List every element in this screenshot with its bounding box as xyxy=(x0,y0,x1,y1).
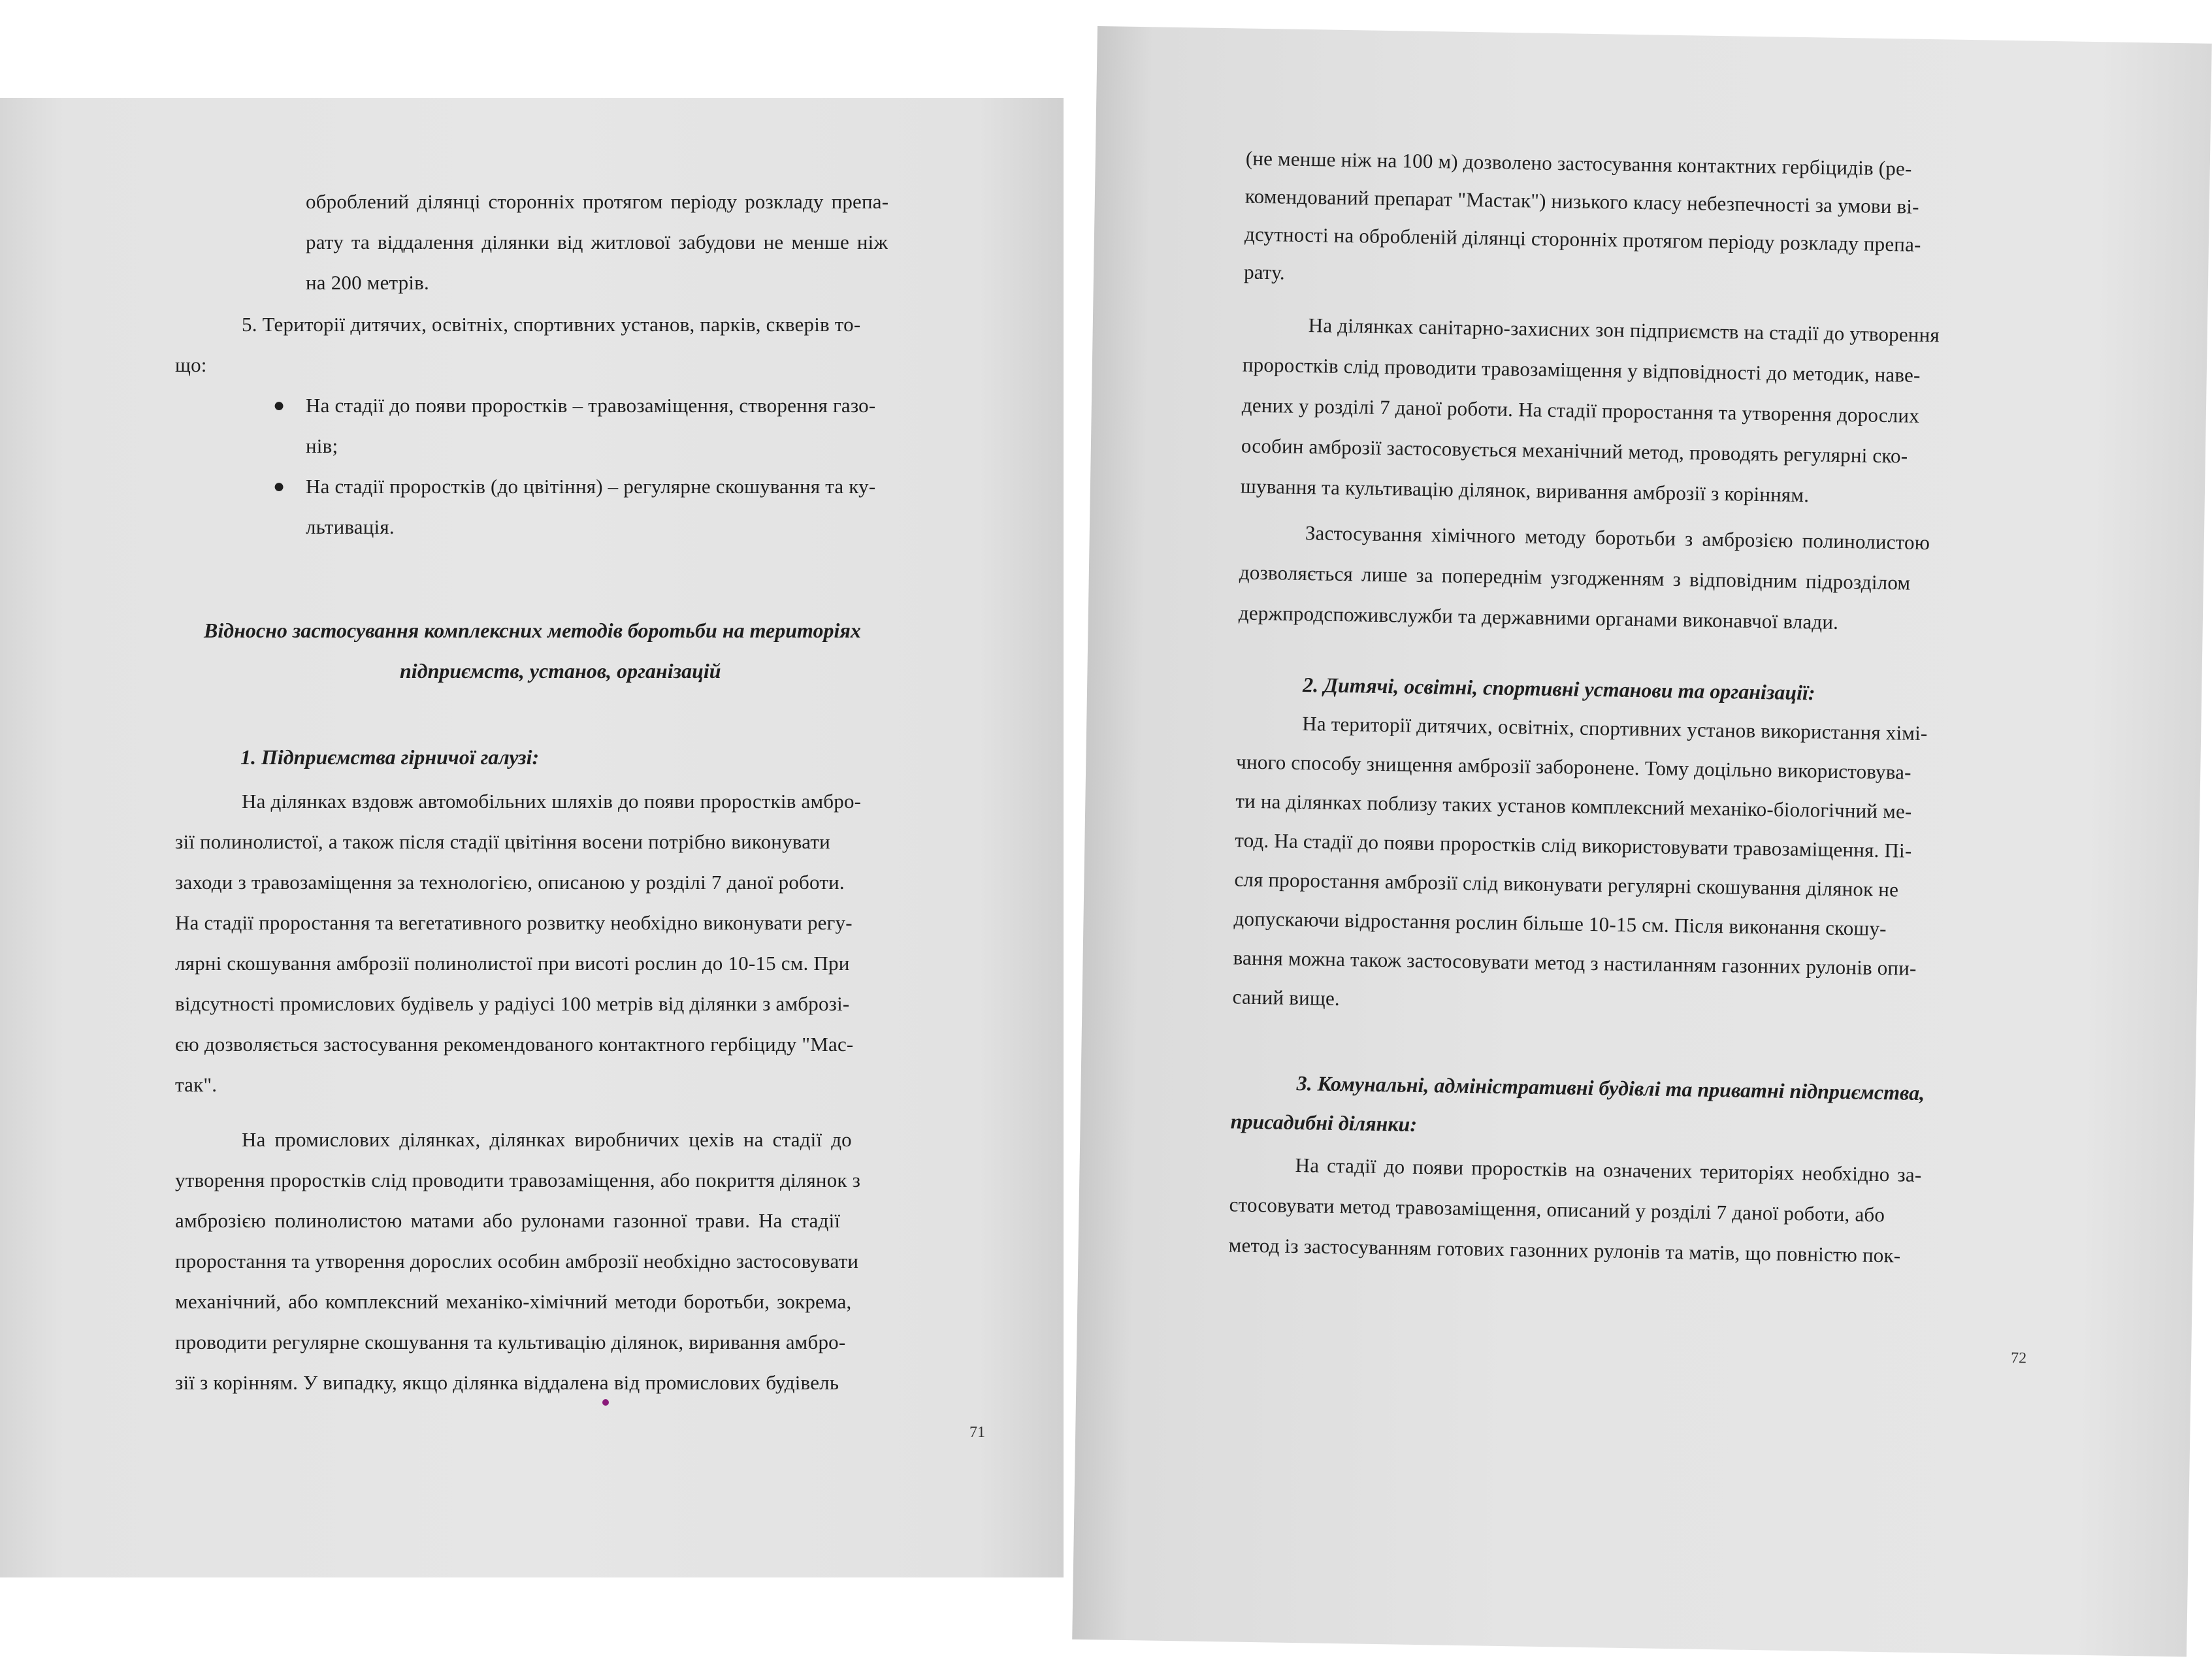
text-line: льтивація. xyxy=(306,515,395,538)
text-line: що: xyxy=(175,353,207,376)
text-line: так". xyxy=(175,1073,218,1096)
text-line: На ділянках вздовж автомобільних шляхів до появи проростків амбро- xyxy=(242,790,862,813)
right-page xyxy=(1072,26,2212,1657)
bullet-icon: ● xyxy=(273,395,285,416)
subsection-heading: 2. Дитячі, освітні, спортивні установи та організації: xyxy=(1302,673,1815,705)
text-line: метод із застосуванням готових газонних рулонів та матів, що повністю пок- xyxy=(1228,1233,1901,1267)
text-line: оброблений ділянці сторонніх протягом періоду розкладу препа- xyxy=(306,190,889,213)
bullet-item-text: На стадії до появи проростків – травозаміщення, створення газо- xyxy=(306,394,876,417)
text-line: держпродспоживслужби та державними органами виконавчої влади. xyxy=(1238,601,1839,634)
left-page xyxy=(0,98,1064,1577)
text-line: сля проростання амброзії слід виконувати регулярні скошування ділянок не xyxy=(1234,867,1899,901)
subsection-heading: присадибні ділянки: xyxy=(1230,1109,1418,1136)
text-line: На території дитячих, освітніх, спортивних установ використання хімі- xyxy=(1301,712,1928,745)
text-line: тод. На стадії до появи проростків слід використовувати травозаміщення. Пі- xyxy=(1235,828,1912,862)
text-line: шування та культивацію ділянок, виривання амброзії з корінням. xyxy=(1240,474,1810,507)
text-line: амброзією полинолистою матами або рулонами газонної трави. На стадії xyxy=(175,1209,841,1232)
text-line: Застосування хімічного методу боротьби з амброзією полинолистою xyxy=(1305,521,1930,555)
text-line: на 200 метрів. xyxy=(306,271,429,294)
text-line: На стадії проростання та вегетативного розвитку необхідно виконувати регу- xyxy=(175,911,853,934)
text-line: зії з корінням. У випадку, якщо ділянка віддалена від промислових будівель xyxy=(175,1371,839,1394)
text-line: нів; xyxy=(306,434,338,457)
subsection-heading: 1. Підприємства гірничої галузі: xyxy=(240,745,540,769)
text-line: На ділянках санітарно-захисних зон підприємств на стадії до утворення xyxy=(1308,314,1940,347)
text-line: проростання та утворення дорослих особин амброзії необхідно застосовувати xyxy=(175,1250,859,1272)
text-line: дозволяється лише за попереднім узгодженням з відповідним підрозділом xyxy=(1239,560,1911,594)
text-line: 5. Території дитячих, освітніх, спортивних установ, парків, скверів то- xyxy=(242,313,861,336)
text-line: ти на ділянках поблизу таких установ комплексний механіко-біологічний ме- xyxy=(1235,789,1912,823)
text-line: На промислових ділянках, ділянках виробничих цехів на стадії до xyxy=(242,1128,852,1151)
text-line: заходи з травозаміщення за технологією, описаною у розділі 7 даної роботи. xyxy=(175,871,845,894)
text-line: допускаючи відростання рослин більше 10-15 см. Після виконання скошу- xyxy=(1233,907,1887,941)
page-number: 71 xyxy=(969,1424,985,1441)
text-line: механічний, або комплексний механіко-хімічний методи боротьби, зокрема, xyxy=(175,1290,852,1313)
text-line: стосовувати метод травозаміщення, описаний у розділі 7 даної роботи, або xyxy=(1229,1193,1885,1227)
text-line: дених у розділі 7 даної роботи. На стадії проростання та утворення дорослих xyxy=(1241,393,1920,427)
text-line: вання можна також застосовувати метод з настиланням газонних рулонів опи- xyxy=(1233,946,1917,980)
subsection-heading: 3. Комунальні, адміністративні будівлі та приватні підприємства, xyxy=(1296,1071,1925,1105)
bullet-item-text: На стадії проростків (до цвітіння) – регулярне скошування та ку- xyxy=(306,475,876,498)
text-line: відсутності промислових будівель у радіусі 100 метрів від ділянки з амброзі- xyxy=(175,992,850,1015)
text-line: особин амброзії застосовується механічний метод, проводять регулярні ско- xyxy=(1241,434,1908,468)
ink-mark xyxy=(602,1399,609,1406)
text-line: єю дозволяється застосування рекомендованого контактного гербіциду "Мас- xyxy=(175,1033,854,1056)
text-line: лярні скошування амброзії полинолистої при висоті рослин до 10-15 см. При xyxy=(175,952,850,975)
text-line: проводити регулярне скошування та культивацію ділянок, виривання амбро- xyxy=(175,1331,846,1353)
page-number: 72 xyxy=(2010,1350,2027,1367)
text-line: проростків слід проводити травозаміщення у відповідності до методик, наве- xyxy=(1242,353,1921,387)
text-line: комендований препарат "Мастак") низького класу небезпечності за умови ві- xyxy=(1244,184,1919,218)
text-line: рату. xyxy=(1243,260,1286,284)
text-line: зії полинолистої, а також після стадії цвітіння восени потрібно виконувати xyxy=(175,830,830,853)
text-line: (не менше ніж на 100 м) дозволено застосування контактних гербіцидів (ре- xyxy=(1245,146,1912,180)
text-line: На стадії до появи проростків на означених територіях необхідно за- xyxy=(1295,1153,1922,1187)
section-heading: підприємств, установ, організацій xyxy=(400,659,721,683)
text-line: дсутності на обробленій ділянці сторонніх протягом періоду розкладу препа- xyxy=(1244,222,1921,256)
text-line: утворення проростків слід проводити травозаміщення, або покриття ділянок з xyxy=(175,1169,861,1191)
text-line: рату та віддалення ділянки від житлової забудови не менше ніж xyxy=(306,231,888,253)
text-line: чного способу знищення амброзії заборонене. Тому доцільно використовува- xyxy=(1236,750,1911,784)
bullet-icon: ● xyxy=(273,476,285,497)
section-heading: Відносно застосування комплексних методів боротьби на територіях xyxy=(204,619,861,642)
text-line: саний вище. xyxy=(1232,985,1341,1010)
